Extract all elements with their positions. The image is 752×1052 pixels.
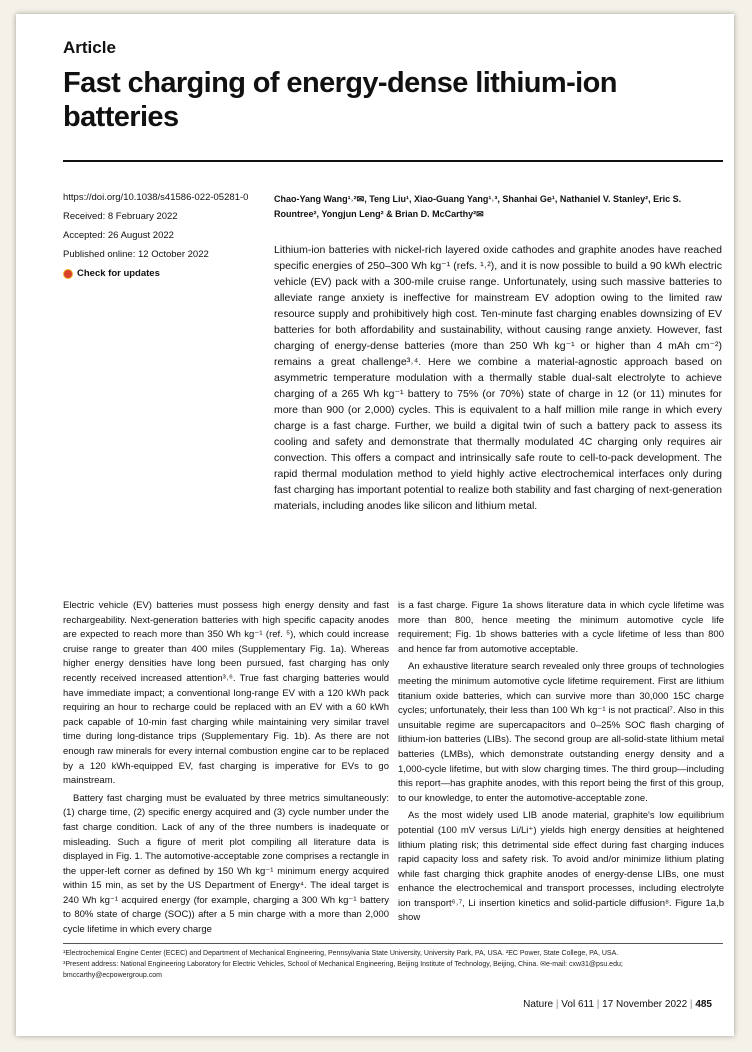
published-date: Published online: 12 October 2022 — [63, 249, 209, 260]
footnote-email[interactable]: bmccarthy@ecpowergroup.com — [63, 972, 162, 979]
accepted-date: Accepted: 26 August 2022 — [63, 230, 174, 241]
issue-date: 17 November 2022 — [602, 999, 688, 1010]
article-metadata — [63, 192, 273, 287]
body-paragraph: Battery fast charging must be evaluated by three metrics simultaneously: (1) charge time, (2) specific energy acquired and (3) cycle number under the fast charge condition. Lack of any of the three numbers is inadequate or misleading. Such a figure of merit plot compiling all literature data is displayed in Fig. 1. The automotive-acceptable zone comprises a rectangle in the upper-left corner as defined by 150 Wh kg⁻¹ minimum energy acquired within 15 min, as set by the US Department of Energy⁴. The ideal target is 240 Wh kg⁻¹ acquired energy (for example, charging a 300 Wh kg⁻¹ battery to 80% state of charge (SOC)) after a 5 min charge with a more than 2,000 cycle lifetime in which every charge — [63, 792, 389, 936]
footer-separator: | — [689, 999, 693, 1010]
check-updates-label: Check for updates — [77, 268, 160, 279]
body-paragraph: is a fast charge. Figure 1a shows literature data in which cycle lifetime was more than 800, hence meeting the minimum automotive cycle life requirement; Fig. 1b shows batteries with a cycle lifetime of less than 800 and hence far from automotive acceptable. — [398, 600, 724, 655]
body-column-right — [398, 599, 724, 929]
body-paragraph: Electric vehicle (EV) batteries must possess high energy density and fast rechargeability. Next-generation batteries with high specific capacity anodes are expected to reach more than 350 Wh kg⁻¹ (ref. ⁵), which could increase cruise range to greater than 400 miles (Supplementary Fig. 1a). Whereas higher energy densities have long been pursued, fast charging has only recently received increased attention³˒⁶. True fast charging batteries would have immediate impact; a conventional long-range EV with a 120 kWh pack requiring an hour to recharge could be replaced with an EV with a 60 kWh pack capable of 10-min fast charging while maintaining very similar travel time during long-distance trips (Supplementary Fig. 1b). As there are not enough raw minerals for every internal combustion engine car to be replaced by a 120 kWh-equipped EV, fast charging is imperative for EVs to go mainstream. — [63, 600, 389, 787]
footnote-line: ¹Electrochemical Engine Center (ECEC) and Department of Mechanical Engineering, Pennsylvania State University, University Park, PA, USA. ²EC Power, State College, PA, USA. — [63, 950, 619, 957]
article-page — [16, 14, 734, 1036]
author-list: Chao-Yang Wang¹˒²✉, Teng Liu¹, Xiao-Guang Yang¹˒³, Shanhai Ge¹, Nathaniel V. Stanley², Eric S. Rountree², Yongjun Leng² & Brian D. McCarthy²✉ — [274, 194, 682, 219]
abstract-text: Lithium-ion batteries with nickel-rich layered oxide cathodes and graphite anodes have reached specific energies of 250–300 Wh kg⁻¹ (refs. ¹˒²), and it is now possible to build a 90 kWh electric vehicle (EV) pack with a 300-mile cruise range. Unfortunately, using such massive batteries to alleviate range anxiety is ineffective for mainstream EV adoption owing to the limited raw resource supply and prohibitively high cost. Ten-minute fast charging enables downsizing of EV batteries for both affordability and sustainability, without causing range anxiety. However, fast charging of energy-dense batteries (more than 250 Wh kg⁻¹ or higher than 4 mAh cm⁻²) remains a great challenge³˒⁴. Here we combine a material-agnostic approach based on asymmetric temperature modulation with a thermally stable dual-salt electrolyte to achieve charging of a 265 Wh kg⁻¹ battery to 75% (or 70%) state of charge in 12 (or 11) minutes for more than 900 (or 2,000) cycles. This is equivalent to a half million mile range in which every charge is a fast charge. Further, we build a digital twin of such a battery pack to assess its cooling and safety and demonstrate that thermally modulated 4C charging only requires air convection. This offers a compact and intrinsically safe route to cell-to-pack development. The rapid thermal modulation method to yield highly active electrochemical interfaces only during fast charging has important potential to realize both stability and fast charging of next-generation materials, including anodes like silicon and lithium metal. — [274, 244, 722, 512]
doi-link[interactable]: https://doi.org/10.1038/s41586-022-05281-0 — [63, 192, 249, 203]
footnote-divider — [63, 943, 723, 944]
check-updates-link[interactable] — [63, 268, 273, 279]
journal-volume: Vol 611 — [561, 999, 594, 1010]
abstract — [274, 242, 722, 514]
journal-name: Nature — [523, 999, 554, 1010]
body-column-left — [63, 599, 389, 941]
affiliations-footnotes — [63, 948, 723, 981]
footnote-line: ³Present address: National Engineering Laboratory for Electric Vehicles, School of Mechanical Engineering, Beijing Institute of Technology, Beijing, China. ✉e-mail: cxw31@psu.edu; — [63, 961, 623, 968]
footer-separator: | — [596, 999, 600, 1010]
title-divider — [63, 160, 723, 162]
article-type-label: Article — [63, 38, 116, 57]
footer-separator: | — [555, 999, 559, 1010]
article-title: Fast charging of energy-dense lithium-ion batteries — [63, 67, 617, 133]
check-updates-icon — [63, 269, 73, 279]
page-number: 485 — [695, 999, 712, 1010]
page-footer — [523, 999, 712, 1010]
received-date: Received: 8 February 2022 — [63, 211, 178, 222]
body-paragraph: An exhaustive literature search revealed only three groups of technologies meeting the minimum automotive cycle lifetime requirement. First are lithium titanium oxide batteries, which can survive more than 30,000 15C charge cycles; unfortunately, their less than 100 Wh kg⁻¹ is not practical⁷. Also in this unsuitable regime are supercapacitors and 0–25% SOC flash charging of lithium-ion batteries (LIBs). The second group are all-solid-state lithium metal batteries (LMBs), which demonstrate outstanding energy density and a 1,000-cycle lifetime, but with slow charging times. The third group—including this report—has graphite anodes, with this report being the first of this group, to our knowledge, to enter the automotive-acceptable zone. — [398, 661, 724, 804]
body-paragraph: As the most widely used LIB anode material, graphite's low equilibrium potential (100 mV versus Li/Li⁺) yields high energy densities at heightened lithium plating risk; this detrimental side effect during fast charging induces rapid capacity loss and safety risk. To avoid and/or minimize lithium plating while fast charging thick graphite anodes of energy-dense LIBs, one must enhance the electrochemical and transport processes, including electrolyte ion transport⁶˒⁷, Li insertion kinetics and solid-particle diffusion⁸. Figure 1a,b show — [398, 810, 724, 924]
